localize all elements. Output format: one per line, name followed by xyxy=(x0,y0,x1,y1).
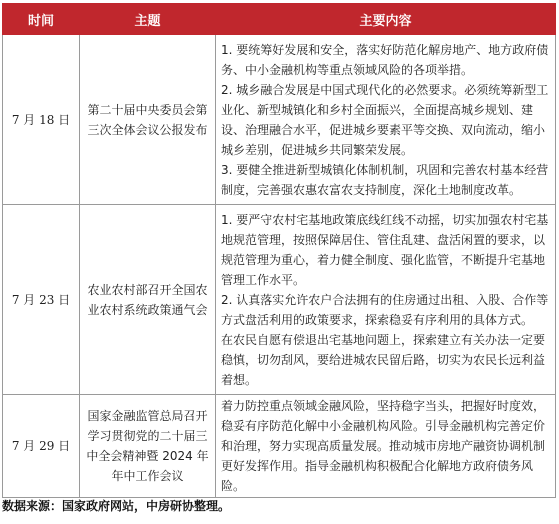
row-date: 7 月 18 日 xyxy=(3,35,80,205)
row-content xyxy=(216,35,556,205)
policy-table xyxy=(2,3,556,498)
table-row xyxy=(3,35,556,205)
content-paragraph: 在农民自愿有偿退出宅基地问题上，探索建立有关办法一定要稳慎，切勿刮风，要给进城农民留后路，切实为农民长远利益着想。 xyxy=(221,332,546,387)
content-paragraph: 1. 要严守农村宅基地政策底线红线不动摇，切实加强农村宅基地规范管理，按照保障居住、管住乱建、盘活闲置的要求，以规范管理为重心，着力健全制度、强化监管，不断提升宅基地管理工作水平。 xyxy=(221,212,549,287)
header-content: 主要内容 xyxy=(216,4,556,35)
table-row xyxy=(3,395,556,498)
content-paragraph: 3. 要健全推进新型城镇化体制机制，巩固和完善农村基本经营制度，完善强农惠农富农支持制度，深化土地制度改革。 xyxy=(221,162,549,197)
content-paragraph: 着力防控重点领域金融风险，坚持稳字当头，把握好时度效，稳妥有序防范化解中小金融机构风险。引导金融机构完善定价和治理，努力实现高质量发展。推动城市房地产融资协调机制更好发挥作用。指导金融机构积极配合化解地方政府债务风险。 xyxy=(221,399,546,493)
row-topic: 第二十届中央委员会第三次全体会议公报发布 xyxy=(80,35,216,205)
content-paragraph: 2. 认真落实允许农户合法拥有的住房通过出租、入股、合作等方式盘活利用的政策要求，探索稳妥有序利用的具体方式。 xyxy=(221,292,549,327)
policy-table-frame xyxy=(2,3,555,498)
header-time: 时间 xyxy=(3,4,80,35)
row-date: 7 月 29 日 xyxy=(3,395,80,498)
header-topic: 主题 xyxy=(80,4,216,35)
row-topic: 农业农村部召开全国农业农村系统政策通气会 xyxy=(80,205,216,395)
table-row xyxy=(3,205,556,395)
row-content xyxy=(216,395,556,498)
row-topic: 国家金融监管总局召开学习贯彻党的二十届三中全会精神暨 2024 年年中工作会议 xyxy=(80,395,216,498)
table-header-row xyxy=(3,4,556,35)
source-note: 数据来源：国家政府网站，中房研协整理。 xyxy=(2,499,231,513)
content-paragraph: 2. 城乡融合发展是中国式现代化的必然要求。必须统筹新型工业化、新型城镇化和乡村全面振兴，全面提高城乡规划、建设、治理融合水平，促进城乡要素平等交换、双向流动，缩小城乡差别，促进城乡共同繁荣发展。 xyxy=(221,82,549,157)
row-date: 7 月 23 日 xyxy=(3,205,80,395)
row-content xyxy=(216,205,556,395)
content-paragraph: 1. 要统筹好发展和安全，落实好防范化解房地产、地方政府债务、中小金融机构等重点领域风险的各项举措。 xyxy=(221,42,549,77)
